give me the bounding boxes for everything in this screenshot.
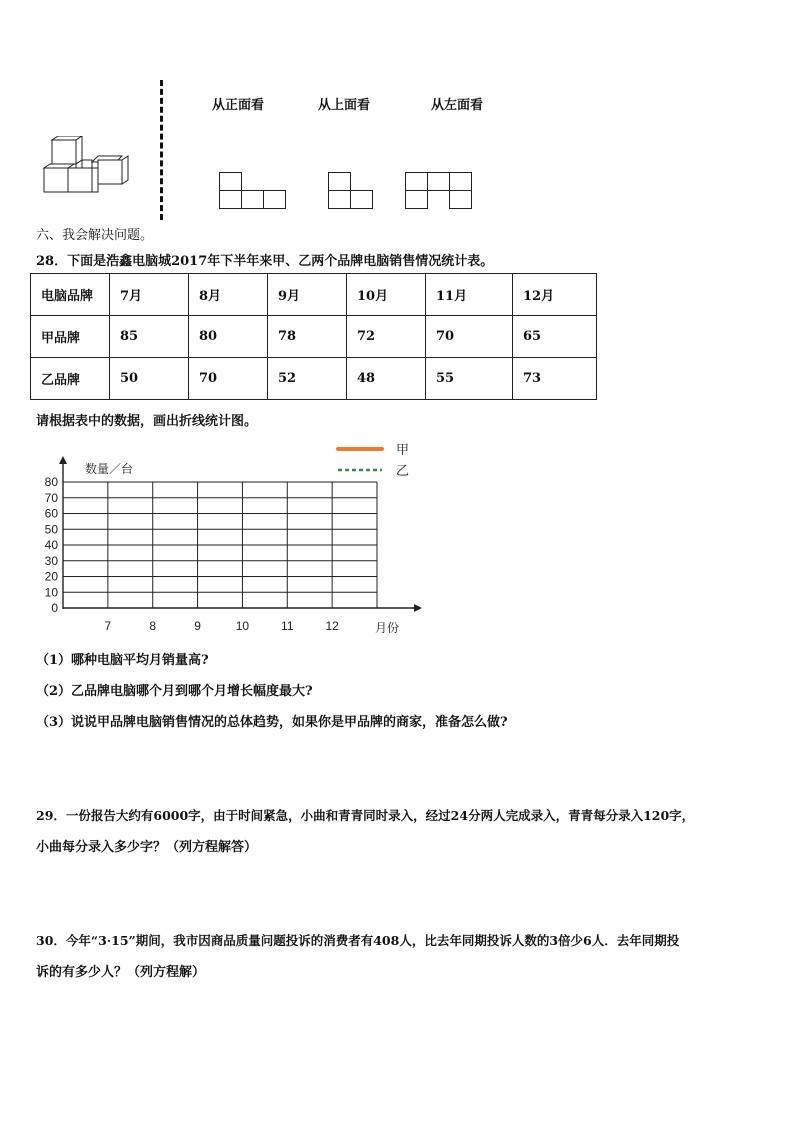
y-tick-label: 0 xyxy=(51,601,58,615)
table-cell: 78 xyxy=(268,316,347,358)
q30-line2: 诉的有多少人？（列方程解） xyxy=(36,965,206,980)
top-view-grid xyxy=(328,172,378,212)
y-tick-label: 50 xyxy=(44,522,58,537)
q28-stem: 28．下面是浩鑫电脑城2017年下半年来甲、乙两个品牌电脑销售情况统计表。 xyxy=(36,254,494,269)
left-view-grid xyxy=(405,172,477,212)
q28-sub3: （3）说说甲品牌电脑销售情况的总体趋势，如果你是甲品牌的商家，准备怎么做? xyxy=(36,715,508,730)
sales-table xyxy=(30,273,597,400)
table-cell: 50 xyxy=(110,358,189,400)
legend-label: 乙 xyxy=(396,463,410,478)
table-cell: 72 xyxy=(347,316,426,358)
x-tick-label: 8 xyxy=(149,619,157,633)
y-axis-arrow xyxy=(59,456,67,464)
view-label-front: 从正面看 xyxy=(212,98,265,113)
x-tick-label: 7 xyxy=(104,619,112,633)
x-tick-label: 11 xyxy=(281,619,294,633)
y-axis-title: 数量／台 xyxy=(85,462,134,476)
q29-line1: 29．一份报告大约有6000字，由于时间紧急，小曲和青青同时录入，经过24分两人完成录入，青青每分录入120字， xyxy=(36,808,695,823)
table-cell: 8月 xyxy=(189,274,268,316)
table-cell: 11月 xyxy=(426,274,513,316)
y-tick-label: 10 xyxy=(44,585,58,600)
x-tick-label: 10 xyxy=(235,619,250,633)
chart-grid xyxy=(63,482,377,608)
table-cell: 乙品牌 xyxy=(31,358,110,400)
table-cell: 电脑品牌 xyxy=(31,274,110,316)
x-axis-arrow xyxy=(414,604,422,612)
cube-stack-drawing xyxy=(40,136,142,198)
y-tick-label: 30 xyxy=(44,553,58,568)
x-tick-label: 9 xyxy=(194,619,201,633)
q28-sub1: （1）哪种电脑平均月销量高? xyxy=(36,653,209,668)
x-axis-title: 月份 xyxy=(375,621,400,635)
view-label-left: 从左面看 xyxy=(431,98,484,113)
table-cell: 10月 xyxy=(347,274,426,316)
blank-line-chart xyxy=(0,436,440,636)
legend-label: 甲 xyxy=(396,442,410,457)
view-label-top: 从上面看 xyxy=(318,98,371,113)
y-tick-label: 70 xyxy=(44,490,58,505)
table-cell: 73 xyxy=(513,358,597,400)
chart-legend xyxy=(338,442,409,478)
q28-sub2: （2）乙品牌电脑哪个月到哪个月增长幅度最大? xyxy=(36,684,313,699)
table-cell: 70 xyxy=(189,358,268,400)
table-cell: 65 xyxy=(513,316,597,358)
x-tick-label: 12 xyxy=(325,619,339,633)
y-tick-label: 60 xyxy=(44,506,58,521)
table-row xyxy=(31,316,597,358)
q30-line1: 30．今年“3·15”期间，我市因商品质量问题投诉的消费者有408人，比去年同期投诉人数的3倍少6人．去年同期投 xyxy=(36,933,680,948)
chart-instruction: 请根据表中的数据，画出折线统计图。 xyxy=(36,414,258,429)
cube-solid-figure xyxy=(40,136,142,202)
chart-axes xyxy=(59,456,422,612)
table-cell: 52 xyxy=(268,358,347,400)
y-tick-label: 80 xyxy=(44,475,58,489)
q29-line2: 小曲每分录入多少字？（列方程解答） xyxy=(36,840,258,855)
table-cell: 80 xyxy=(189,316,268,358)
table-row xyxy=(31,358,597,400)
table-cell: 70 xyxy=(426,316,513,358)
front-view-grid xyxy=(219,172,289,212)
y-tick-label: 20 xyxy=(44,569,58,584)
table-header-row xyxy=(31,274,597,316)
table-cell: 85 xyxy=(110,316,189,358)
table-cell: 9月 xyxy=(268,274,347,316)
y-tick-label: 40 xyxy=(44,538,58,552)
table-cell: 甲品牌 xyxy=(31,316,110,358)
table-cell: 48 xyxy=(347,358,426,400)
chart-labels xyxy=(45,461,399,635)
section-title: 六、我会解决问题。 xyxy=(36,228,154,243)
table-cell: 7月 xyxy=(110,274,189,316)
table-cell: 55 xyxy=(426,358,513,400)
dashed-divider xyxy=(160,80,163,220)
table-cell: 12月 xyxy=(513,274,597,316)
